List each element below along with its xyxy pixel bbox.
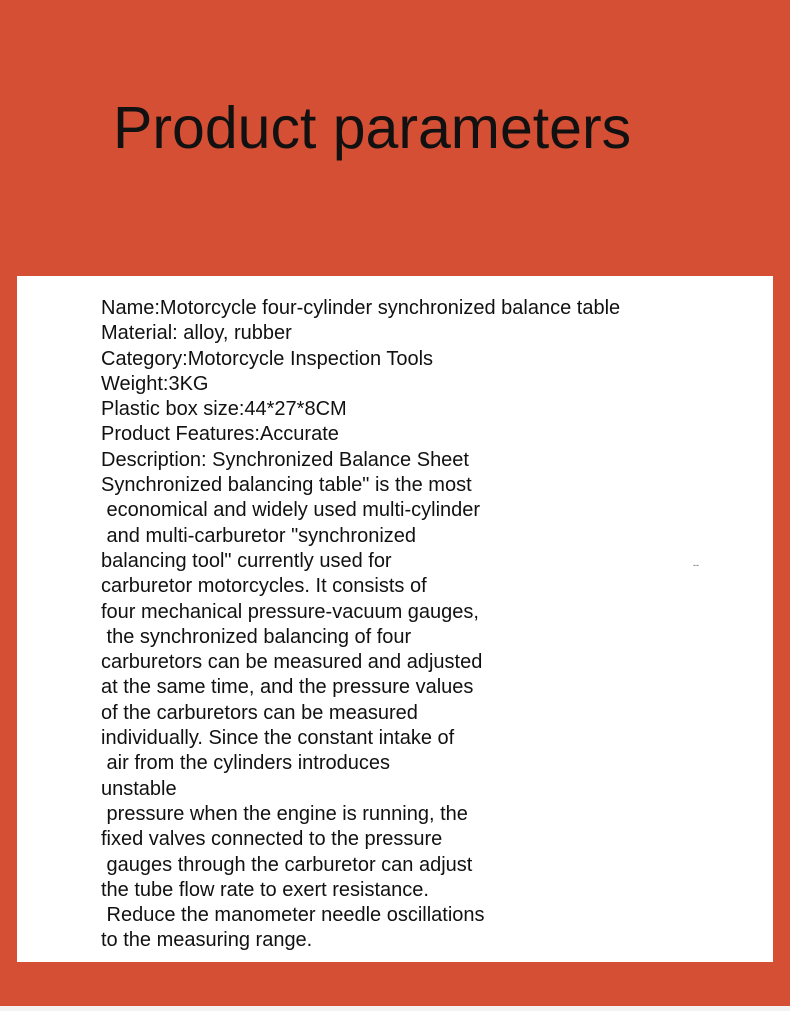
description-line: the tube flow rate to exert resistance. xyxy=(101,878,429,901)
description-line: Reduce the manometer needle oscillations xyxy=(101,904,485,927)
spec-panel xyxy=(17,276,773,962)
dash-mark: -- xyxy=(693,560,699,570)
description-line: Synchronized balancing table" is the most xyxy=(101,474,472,497)
description-line: unstable xyxy=(101,777,177,800)
description-line: carburetor motorcycles. It consists of xyxy=(101,575,427,598)
description-line: of the carburetors can be measured xyxy=(101,701,418,724)
description-line: balancing tool" currently used for xyxy=(101,549,392,572)
description-line: fixed valves connected to the pressure xyxy=(101,828,443,851)
description-line: individually. Since the constant intake of xyxy=(101,727,455,750)
description-line: four mechanical pressure-vacuum gauges, xyxy=(101,600,479,623)
description-line: to the measuring range. xyxy=(101,929,313,952)
description-line: at the same time, and the pressure values xyxy=(101,676,474,699)
description-line: carburetors can be measured and adjusted xyxy=(101,651,483,674)
spec-line-name: Name:Motorcycle four-cylinder synchronized balance table xyxy=(101,297,621,319)
description-line: the synchronized balancing of four xyxy=(101,625,412,648)
spec-line-category: Category:Motorcycle Inspection Tools xyxy=(101,347,434,370)
spec-line-material: Material: alloy, rubber xyxy=(101,322,292,345)
spec-line-weight: Weight:3KG xyxy=(101,372,209,395)
spec-list xyxy=(101,296,620,954)
spec-line-description: Description: Synchronized Balance Sheet xyxy=(101,448,469,471)
description-line: and multi-carburetor "synchronized xyxy=(101,524,417,547)
description-line: air from the cylinders introduces xyxy=(101,752,391,775)
spec-line-box-size: Plastic box size:44*27*8CM xyxy=(101,398,347,421)
description-line: gauges through the carburetor can adjust xyxy=(101,853,473,876)
spec-line-features: Product Features:Accurate xyxy=(101,423,339,446)
bottom-divider xyxy=(0,1006,790,1011)
description-line: pressure when the engine is running, the xyxy=(101,802,468,825)
page-title: Product parameters xyxy=(113,95,632,161)
description-line: economical and widely used multi-cylinder xyxy=(101,499,481,522)
